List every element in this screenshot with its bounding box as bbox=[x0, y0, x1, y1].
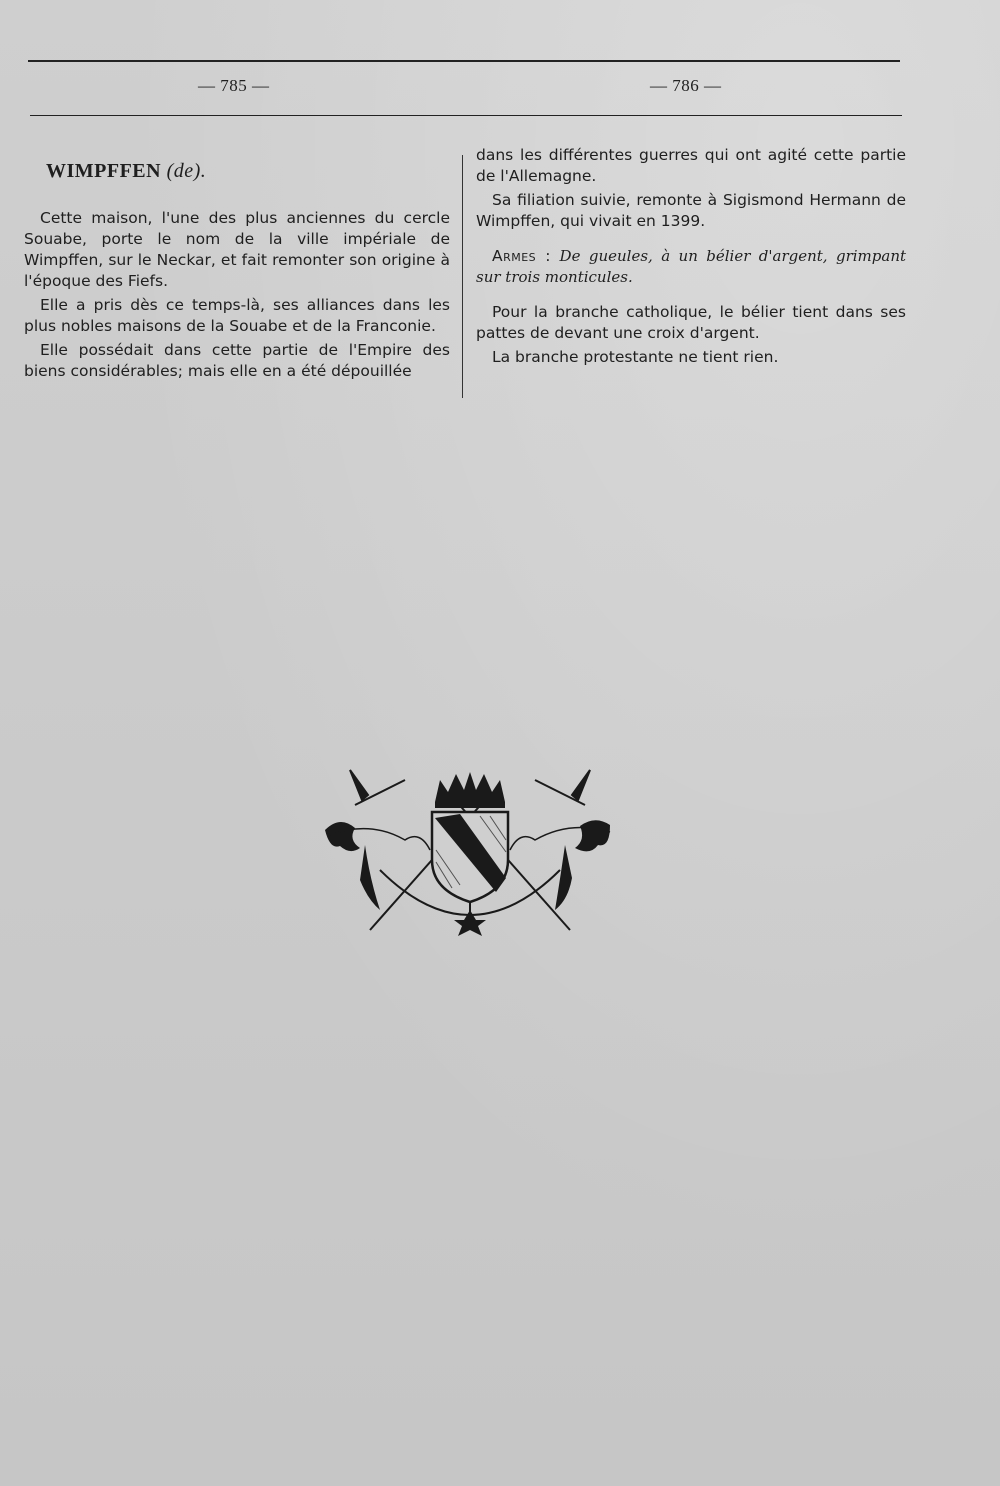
entry-particle: (de). bbox=[166, 160, 207, 182]
left-column bbox=[24, 208, 450, 382]
paragraph-origin: Cette maison, l'une des plus anciennes du cercle Souabe, porte le nom de la ville impériale de Wimpffen, sur le Neckar, et fait remonter son origine à l'époque des Fiefs. bbox=[24, 209, 450, 290]
paragraph-catholic-branch: Pour la branche catholique, le bélier tient dans ses pattes de devant une croix d'argent. bbox=[476, 303, 906, 342]
coat-of-arms-icon bbox=[310, 760, 630, 950]
header-rule-top bbox=[28, 60, 900, 62]
header-rule-bottom bbox=[30, 115, 902, 116]
paragraph-continuation: dans les différentes guerres qui ont agité cette partie de l'Allemagne. bbox=[476, 146, 906, 185]
column-divider bbox=[462, 155, 463, 398]
page-number-left: — 785 — bbox=[198, 76, 270, 95]
arms-description bbox=[476, 246, 906, 288]
arms-text: De gueules, à un bélier d'argent, grimpant sur trois monticules. bbox=[476, 247, 907, 286]
paragraph-possessions: Elle possédait dans cette partie de l'Empire des biens considérables; mais elle en a été dépouillée bbox=[24, 341, 450, 380]
arms-label: Armes : bbox=[492, 247, 551, 265]
entry-name: WIMPFFEN bbox=[46, 160, 162, 182]
paragraph-alliances: Elle a pris dès ce temps-là, ses alliances dans les plus nobles maisons de la Souabe et de la Franconie. bbox=[24, 296, 450, 335]
right-column bbox=[476, 145, 906, 368]
paragraph-protestant-branch: La branche protestante ne tient rien. bbox=[492, 348, 779, 366]
page-number-right: — 786 — bbox=[650, 76, 722, 95]
paragraph-filiation: Sa filiation suivie, remonte à Sigismond Hermann de Wimpffen, qui vivait en 1399. bbox=[476, 191, 906, 230]
entry-title bbox=[46, 160, 206, 183]
